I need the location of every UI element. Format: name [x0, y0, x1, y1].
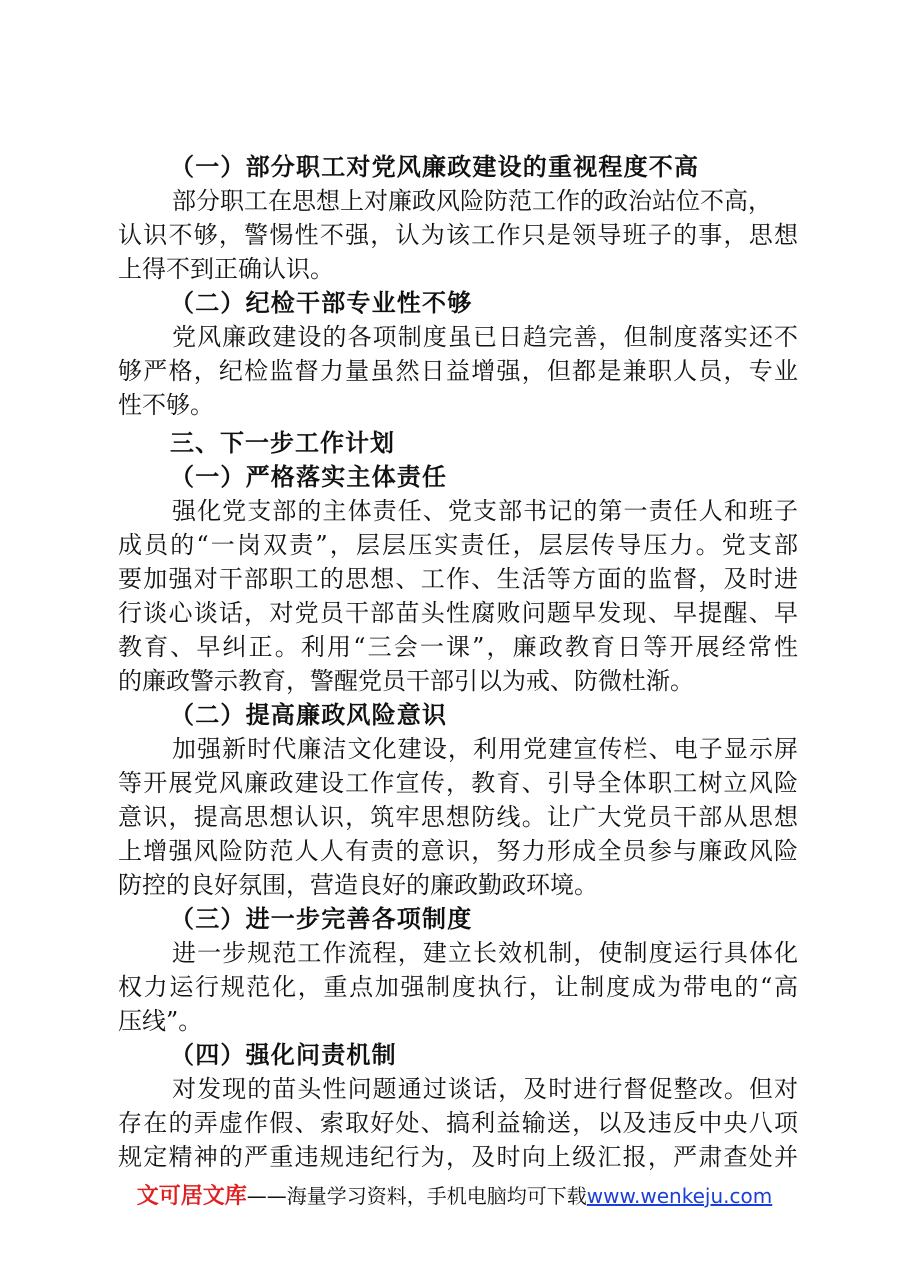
paragraph-line: 进一步规范工作流程，建立长效机制，使制度运行具体化: [172, 939, 798, 967]
paragraph-line: 意识，提高思想认识，筑牢思想防线。让广大党员干部从思想: [118, 803, 798, 831]
footer-link[interactable]: www.wenkeju.com: [586, 1184, 773, 1208]
section-heading-3: （一）严格落实主体责任: [170, 462, 448, 491]
paragraph-line: 的廉政警示教育，警醒党员干部引以为戒、防微杜渐。: [118, 667, 694, 695]
paragraph-line: 规定精神的严重违规违纪行为，及时向上级汇报，严肃查处并: [118, 1143, 798, 1171]
section-heading-2: （二）纪检干部专业性不够: [170, 288, 473, 317]
section-heading-1: （一）部分职工对党风廉政建设的重视程度不高: [170, 152, 700, 181]
paragraph-line: 存在的弄虚作假、索取好处、搞利益输送，以及违反中央八项: [118, 1109, 798, 1137]
paragraph-line: 等开展党风廉政建设工作宣传，教育、引导全体职工树立风险: [118, 769, 798, 797]
footer-tagline: ——海量学习资料，手机电脑均可下载: [246, 1184, 587, 1208]
paragraph-line: 上得不到正确认识。: [118, 255, 334, 283]
paragraph-line: 够严格，纪检监督力量虽然日益增强，但都是兼职人员，专业: [118, 357, 798, 385]
paragraph-line: 教育、早纠正。利用“三会一课”，廉政教育日等开展经常性: [118, 633, 798, 661]
paragraph-line: 压线”。: [118, 1007, 203, 1035]
paragraph-line: 党风廉政建设的各项制度虽已日趋完善，但制度落实还不: [172, 323, 798, 351]
paragraph-line: 对发现的苗头性问题通过谈话，及时进行督促整改。但对: [172, 1075, 798, 1103]
paragraph-line: 权力运行规范化，重点加强制度执行，让制度成为带电的“高: [118, 973, 798, 1001]
section-heading-6: （四）强化问责机制: [170, 1040, 397, 1069]
paragraph-line: 行谈心谈话，对党员干部苗头性腐败问题早发现、早提醒、早: [118, 599, 798, 627]
section-heading-5: （三）进一步完善各项制度: [170, 904, 473, 933]
footer-banner: [0, 1181, 909, 1212]
paragraph-line: 防控的良好氛围，营造良好的廉政勤政环境。: [118, 871, 598, 899]
paragraph-line: 性不够。: [118, 391, 214, 419]
paragraph-line: 认识不够，警惕性不强，认为该工作只是领导班子的事，思想: [118, 221, 798, 249]
chapter-heading: 三、下一步工作计划: [170, 428, 395, 457]
paragraph-line: 加强新时代廉洁文化建设，利用党建宣传栏、电子显示屏: [172, 735, 798, 763]
paragraph-line: 部分职工在思想上对廉政风险防范工作的政治站位不高，: [172, 187, 772, 215]
section-heading-4: （二）提高廉政风险意识: [170, 700, 448, 729]
footer-brand: 文可居文库: [136, 1184, 247, 1209]
paragraph-line: 成员的“一岗双责”，层层压实责任，层层传导压力。党支部: [118, 531, 798, 559]
paragraph-line: 要加强对干部职工的思想、工作、生活等方面的监督，及时进: [118, 565, 798, 593]
paragraph-line: 上增强风险防范人人有责的意识，努力形成全员参与廉政风险: [118, 837, 798, 865]
paragraph-line: 强化党支部的主体责任、党支部书记的第一责任人和班子: [172, 497, 798, 525]
document-body: [118, 150, 798, 1174]
